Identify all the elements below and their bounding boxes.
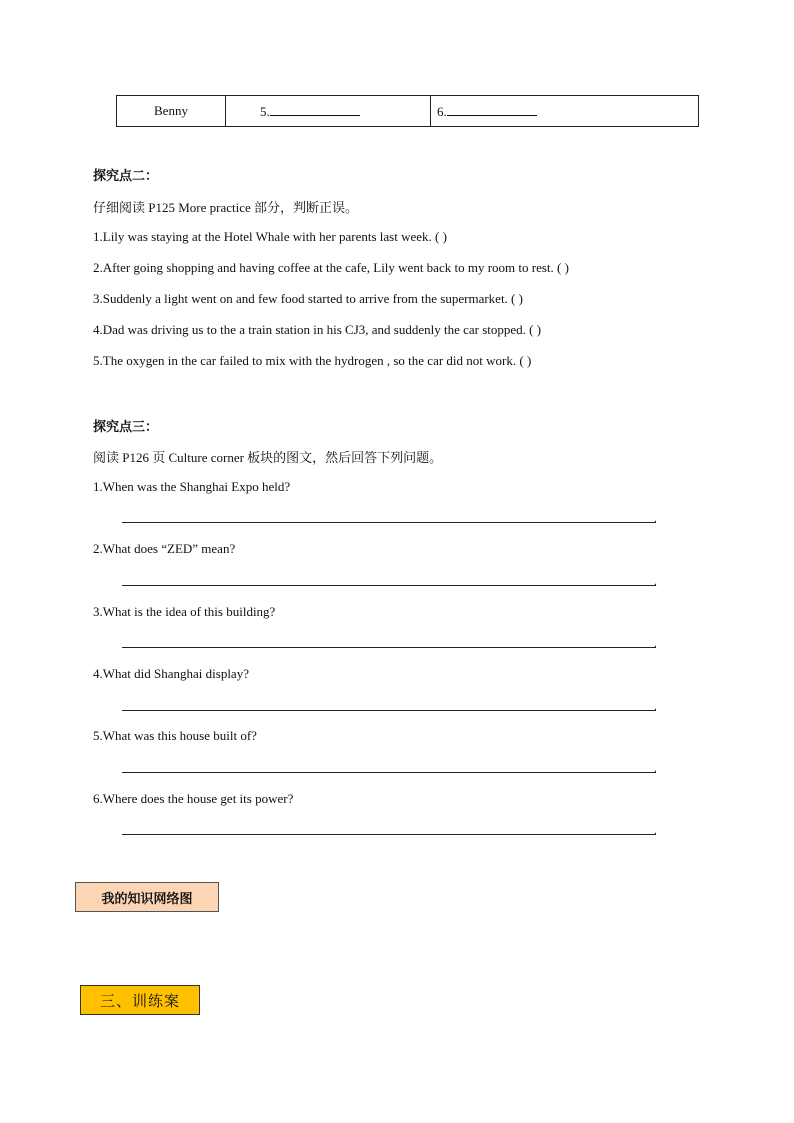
training-section-box: 三、训练案 (80, 985, 200, 1015)
judge-item-2: 2.After going shopping and having coffee at the cafe, Lily went back to my room to rest. ( ) (93, 260, 569, 275)
table-cell-blank-5 (226, 96, 431, 127)
question-2: 2.What does “ZED” mean? (93, 541, 236, 556)
section2-instruction: 仔细阅读 P125 More practice 部分，判断正误。 (93, 200, 359, 215)
table-row (117, 96, 699, 127)
cell-number: 6. (437, 104, 447, 119)
judge-item-5: 5.The oxygen in the car failed to mix with the hydrogen , so the car did not work. ( ) (93, 353, 532, 368)
question-6: 6.Where does the house get its power? (93, 791, 294, 806)
judge-item-4: 4.Dad was driving us to the a train station in his CJ3, and suddenly the car stopped. ( ) (93, 322, 542, 337)
section3-instruction: 阅读 P126 页 Culture corner 板块的图文，然后回答下列问题。 (93, 450, 443, 465)
end-mark: . (654, 574, 657, 588)
fill-blank[interactable] (447, 102, 537, 116)
end-mark: . (654, 761, 657, 775)
answer-table (116, 95, 699, 127)
question-4: 4.What did Shanghai display? (93, 666, 249, 681)
fill-blank[interactable] (270, 102, 360, 116)
answer-line-4[interactable] (122, 710, 656, 711)
answer-line-5[interactable] (122, 772, 656, 773)
judge-item-1: 1.Lily was staying at the Hotel Whale with her parents last week. ( ) (93, 229, 447, 244)
end-mark: . (654, 636, 657, 650)
question-3: 3.What is the idea of this building? (93, 604, 276, 619)
end-mark: . (654, 823, 657, 837)
section2-heading: 探究点二： (93, 169, 159, 184)
table-cell-name: Benny (117, 96, 226, 127)
answer-line-6[interactable] (122, 834, 656, 835)
section3-heading: 探究点三： (93, 420, 159, 435)
answer-line-3[interactable] (122, 647, 656, 648)
cell-number: 5. (260, 104, 270, 119)
end-mark: . (654, 699, 657, 713)
judge-item-3: 3.Suddenly a light went on and few food started to arrive from the supermarket. ( ) (93, 291, 523, 306)
table-cell-blank-6 (431, 96, 699, 127)
end-mark: . (654, 511, 657, 525)
knowledge-map-box: 我的知识网络图 (75, 882, 219, 912)
question-5: 5.What was this house built of? (93, 728, 257, 743)
answer-line-2[interactable] (122, 585, 656, 586)
answer-line-1[interactable] (122, 522, 656, 523)
question-1: 1.When was the Shanghai Expo held? (93, 479, 291, 494)
